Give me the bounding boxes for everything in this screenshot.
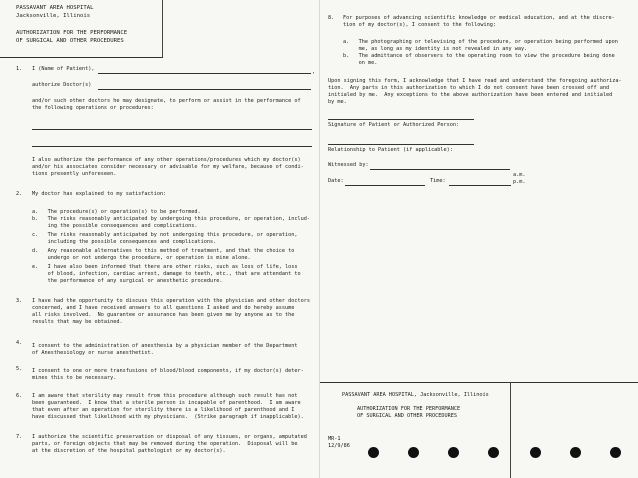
s1-line3: and/or such other doctors he may designate, to perform or assist in the performance of — [32, 98, 301, 104]
witness-label: Witnessed by: — [328, 162, 369, 168]
signature-field[interactable] — [328, 119, 474, 120]
date-field[interactable] — [345, 185, 425, 186]
ack-line4: by me. — [328, 99, 347, 105]
s3-line4: results that may be obtained. — [32, 319, 123, 325]
punch-hole-6 — [570, 447, 581, 458]
s2-item-b-2: ing the possible consequences and complications. — [32, 223, 198, 229]
s2-number: 2. — [16, 191, 23, 197]
ack-line3: initialed by me. Any exceptions to the above authorization have been entered and initialed — [328, 92, 613, 98]
s4-number: 4. — [16, 340, 23, 346]
stub-form-date: 12/9/86 — [328, 443, 350, 449]
time-field[interactable] — [449, 185, 511, 186]
s8-item-a-1: a. The photographing or televising of the procedure, or operation being performed upon — [343, 39, 618, 45]
s6-line1: I am aware that sterility may result from this procedure although such result has not — [32, 393, 298, 399]
s1-also-3: tions presently unforeseen. — [32, 171, 117, 177]
patient-name-comma: , — [312, 69, 316, 75]
s8-item-b-1: b. The admittance of observers to the operating room to view the procedure being done — [343, 53, 615, 59]
s4-line1: I consent to the administration of anesthesia by a physician member of the Department — [32, 343, 298, 349]
s8-number: 8. — [328, 15, 335, 21]
relationship-label: Relationship to Patient (if applicable): — [328, 147, 453, 153]
stub-title-line1: AUTHORIZATION FOR THE PERFORMANCE — [357, 406, 461, 412]
doctor-name-field[interactable] — [98, 89, 311, 90]
s1-line4: the following operations or procedures: — [32, 105, 154, 111]
s1-also-2: and/or his associates consider necessary or advisable for my welfare, because of condi- — [32, 164, 304, 170]
s7-line1: I authorize the scientific preservation or disposal of any tissues, or organs, amputated — [32, 434, 307, 440]
doctor-label: authorize Doctor(s) — [32, 82, 92, 88]
s2-text: My doctor has explained to my satisfaction: — [32, 191, 167, 197]
punch-hole-5 — [530, 447, 541, 458]
time-label: Time: — [430, 178, 446, 184]
am-label: a.m. — [513, 172, 526, 178]
s7-line3: at the discretion of the hospital pathologist or my doctor(s). — [32, 448, 226, 454]
stub-title-line2: OF SURGICAL AND OTHER PROCEDURES — [357, 413, 457, 419]
punch-hole-2 — [408, 447, 419, 458]
procedures-field-2[interactable] — [32, 146, 312, 147]
s8-item-a-2: me, as long as my identity is not revealed in any way. — [343, 46, 528, 52]
punch-hole-7 — [610, 447, 621, 458]
stub-hospital: PASSAVANT AREA HOSPITAL, Jacksonville, Illinois — [342, 392, 489, 398]
pm-label: p.m. — [513, 179, 526, 185]
punch-hole-1 — [368, 447, 379, 458]
s5-line2: mines this to be necessary. — [32, 375, 117, 381]
s5-line1: I consent to one or more transfusions of blood/blood components, if my doctor(s) deter- — [32, 368, 304, 374]
witness-field[interactable] — [370, 169, 510, 170]
s1-number: 1. — [16, 66, 23, 72]
punch-hole-4 — [488, 447, 499, 458]
form-title-line2: OF SURGICAL AND OTHER PROCEDURES — [16, 38, 124, 44]
relationship-field[interactable] — [328, 144, 474, 145]
s2-item-e-3: the performance of any surgical or anesthetic procedure. — [32, 278, 223, 284]
s7-line2: parts, or foreign objects that may be removed during the operation. Disposal will be — [32, 441, 298, 447]
procedures-field-1[interactable] — [32, 129, 312, 130]
header-divider — [162, 0, 163, 58]
s8-item-b-2: on me. — [343, 60, 378, 66]
page-fold — [319, 0, 320, 478]
s4-line2: of Anesthesiology or nurse anesthetist. — [32, 350, 154, 356]
s2-item-d-2: undergo or not undergo the procedure, or operation is mine alone. — [32, 255, 251, 261]
stub-top-border — [320, 382, 638, 383]
ack-line2: tion. Any parts in this authorization to which I do not consent have been crossed off and — [328, 85, 610, 91]
s6-number: 6. — [16, 393, 23, 399]
s2-item-c-2: including the possible consequences and complications. — [32, 239, 217, 245]
s3-line3: all risks involved. No guarantee or assurance has been given me by anyone as to the — [32, 312, 295, 318]
punch-hole-3 — [448, 447, 459, 458]
s2-item-e-1: e. I have also been informed that there are other risks, such as loss of life, loss — [32, 264, 298, 270]
s1-also-1: I also authorize the performance of any other operations/procedures which my doctor(s) — [32, 157, 301, 163]
s2-item-b-1: b. The risks reasonably anticipated by undergoing this procedure, or operation, includ- — [32, 216, 310, 222]
stub-form-code: MR-1 — [328, 436, 341, 442]
form-title-line1: AUTHORIZATION FOR THE PERFORMANCE — [16, 30, 128, 36]
date-label: Date: — [328, 178, 344, 184]
signature-label: Signature of Patient or Authorized Person: — [328, 122, 460, 128]
patient-name-label: I (Name of Patient), — [32, 66, 95, 72]
s3-line1: I have had the opportunity to discuss this operation with the physician and other doctors — [32, 298, 310, 304]
s2-item-a: a. The procedure(s) or operation(s) to be performed. — [32, 209, 201, 215]
header-city: Jacksonville, Illinois — [16, 13, 91, 19]
s5-number: 5. — [16, 366, 23, 372]
patient-name-field[interactable] — [98, 73, 311, 74]
s2-item-c-1: c. The risks reasonably anticipated by not undergoing this procedure, or operation, — [32, 232, 298, 238]
s6-line2: been guaranteed. I know that a sterile person is incapable of parenthood. I am aware — [32, 400, 301, 406]
s6-line3: that even after an operation for sterility there is a likelihood of parenthood and I — [32, 407, 295, 413]
s8-line2: tion of my doctor(s), I consent to the following: — [343, 22, 497, 28]
stub-divider — [510, 382, 511, 478]
s8-line1: For purposes of advancing scientific knowledge or medical education, and at the discre- — [343, 15, 615, 21]
header-underline — [0, 57, 163, 58]
s3-number: 3. — [16, 298, 23, 304]
ack-line1: Upon signing this form, I acknowledge that I have read and understand the foregoing authoriza- — [328, 78, 622, 84]
s7-number: 7. — [16, 434, 23, 440]
s6-line4: have discussed that likelihood with my physicians. (Strike paragraph if inapplicable). — [32, 414, 304, 420]
s2-item-d-1: d. Any reasonable alternatives to this method of treatment, and that the choice to — [32, 248, 295, 254]
s3-line2: concerned, and I have received answers to all questions I asked and do hereby assume — [32, 305, 295, 311]
s2-item-e-2: of blood, infection, cardiac arrest, damage to teeth, etc., that are attendant to — [32, 271, 301, 277]
header-hospital: PASSAVANT AREA HOSPITAL — [16, 5, 94, 11]
